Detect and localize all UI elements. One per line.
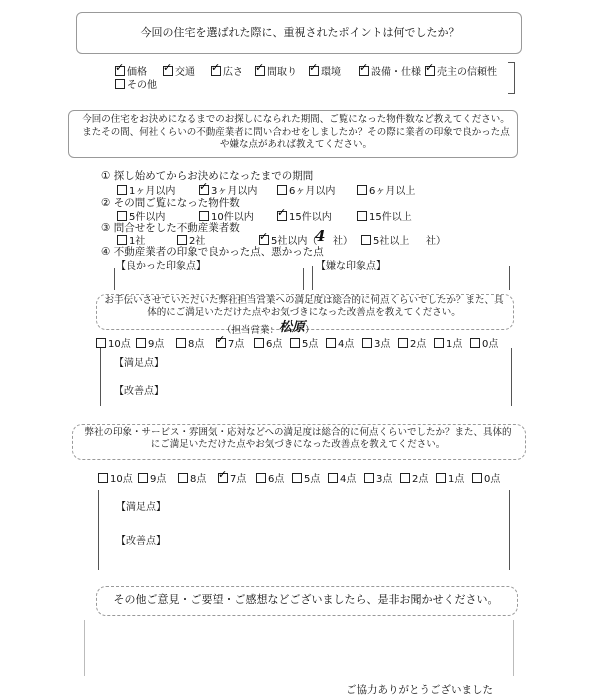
option-label: 広さ: [223, 67, 243, 78]
q4-score-4[interactable]: [328, 470, 356, 485]
q4-question: 弊社の印象・サービス・雰囲気・応対などへの満足度は総合的に何点くらいでしたか？また、具体的にご満足いただけた点やお気づきになった改善点を教えてください。: [84, 427, 512, 450]
option-label: 15件以上: [369, 212, 412, 223]
option-label: 3ヶ月以内: [211, 186, 258, 197]
option-label: 価格: [127, 67, 147, 78]
option-label: 15件以内: [289, 212, 332, 223]
q1-answer-bracket: [508, 62, 515, 94]
checkbox-icon[interactable]: [277, 211, 287, 221]
option-label: 1ヶ月以内: [129, 186, 176, 197]
checkbox-icon[interactable]: [434, 338, 444, 348]
q2-good-label: 【良かった印象点】: [116, 261, 206, 272]
score-label: 1点: [446, 339, 463, 350]
checkbox-icon[interactable]: [359, 66, 369, 76]
option-label: 売主の信頼性: [437, 67, 497, 78]
q1-option-seller-trust[interactable]: [425, 63, 497, 78]
checkbox-icon[interactable]: [292, 473, 302, 483]
score-label: 5点: [302, 339, 319, 350]
q1-option-layout[interactable]: [255, 63, 297, 78]
q4-score-9[interactable]: [138, 470, 166, 485]
score-label: 9点: [150, 474, 167, 485]
checkbox-icon[interactable]: [163, 66, 173, 76]
staff-prefix: （担当営業：: [222, 325, 280, 336]
score-label: 2点: [410, 339, 427, 350]
score-label: 10点: [108, 339, 131, 350]
q2-sub3-label: ③ 問合せをした不動産業者数: [101, 222, 240, 234]
staff-suffix: ）: [305, 325, 315, 336]
checkbox-icon[interactable]: [398, 338, 408, 348]
q1-option-size[interactable]: [211, 63, 243, 78]
option-label: 交通: [175, 67, 195, 78]
checkbox-icon[interactable]: [211, 66, 221, 76]
checkbox-icon[interactable]: [309, 66, 319, 76]
checkbox-icon[interactable]: [364, 473, 374, 483]
score-label: 6点: [266, 339, 283, 350]
q4-score-1[interactable]: [436, 470, 464, 485]
score-label: 7点: [228, 339, 245, 350]
checkbox-icon[interactable]: [400, 473, 410, 483]
q4-score-7[interactable]: [218, 470, 246, 485]
q2-sub4-label: ④ 不動産業者の印象で良かった点、悪かった点: [101, 246, 324, 258]
option-label: 6ヶ月以上: [369, 186, 416, 197]
option-label: 6ヶ月以内: [289, 186, 336, 197]
q2-bad-label: 【嫌な印象点】: [316, 261, 386, 272]
option-label: 環境: [321, 67, 341, 78]
score-label: 5点: [304, 474, 321, 485]
q1-option-transport[interactable]: [163, 63, 195, 78]
q1-option-equipment[interactable]: [359, 63, 421, 78]
q2-sub2-option-15[interactable]: [277, 208, 332, 223]
option-label: 5件以内: [129, 212, 166, 223]
staff-name-handwritten: 松原: [279, 320, 306, 335]
checkbox-icon[interactable]: [472, 473, 482, 483]
score-label: 1点: [448, 474, 465, 485]
option-label: 1社: [129, 236, 146, 247]
checkbox-icon[interactable]: [199, 185, 209, 195]
q2-sub1-options: [117, 182, 517, 197]
q2-intro: 今回の住宅をお決めになるまでのお探しになられた期間、ご覧になった物件数など教えてください。またその間、何社くらいの不動産業者に問い合わせをしましたか？その際に業者の印象で良かった点や嫌な点があれば教えてください。: [82, 114, 510, 150]
q4-score-6[interactable]: [256, 470, 284, 485]
checkbox-icon[interactable]: [218, 473, 228, 483]
score-label: 2点: [412, 474, 429, 485]
score-label: 8点: [190, 474, 207, 485]
q2-sub2-label: ② その間ご覧になった物件数: [101, 197, 240, 209]
q2-sub1-option-6months-plus[interactable]: [357, 182, 415, 197]
checkbox-icon[interactable]: [136, 338, 146, 348]
score-label: 7点: [230, 474, 247, 485]
score-label: 8点: [188, 339, 205, 350]
q2-sub3-unit2: 社）: [426, 236, 446, 247]
q1-option-environment[interactable]: [309, 63, 341, 78]
q2-good-bracket[interactable]: [114, 268, 304, 290]
checkbox-icon[interactable]: [254, 338, 264, 348]
checkbox-icon[interactable]: [115, 66, 125, 76]
q4-score-2[interactable]: [400, 470, 428, 485]
score-label: 6点: [268, 474, 285, 485]
q3-satisfied-label: 【満足点】: [114, 358, 164, 369]
option-label: 間取り: [267, 67, 297, 78]
q2-sub1-option-6months[interactable]: [277, 182, 335, 197]
option-label: 10件以内: [211, 212, 254, 223]
q4-scores: [98, 470, 538, 485]
q4-improve-label: 【改善点】: [116, 536, 166, 547]
q1-question: 今回の住宅を選ばれた際に、重視されたポイントは何でしたか？: [140, 26, 460, 39]
handwritten-company-count: 4: [315, 227, 326, 245]
checkbox-icon[interactable]: [357, 185, 367, 195]
checkbox-icon[interactable]: [277, 185, 287, 195]
checkbox-icon[interactable]: [216, 338, 226, 348]
checkbox-icon[interactable]: [138, 473, 148, 483]
option-label: 5社以上: [373, 236, 410, 247]
score-label: 3点: [376, 474, 393, 485]
checkbox-icon[interactable]: [436, 473, 446, 483]
q2-bad-bracket[interactable]: [312, 266, 510, 290]
score-label: 3点: [374, 339, 391, 350]
q1-options: [115, 63, 535, 89]
checkbox-icon[interactable]: [117, 185, 127, 195]
q2-sub1-label: ① 探し始めてからお決めになったまでの期間: [101, 170, 314, 182]
score-label: 0点: [482, 339, 499, 350]
q2-sub3-option-5-plus[interactable]: [361, 232, 409, 247]
checkbox-icon[interactable]: [256, 473, 266, 483]
checkbox-icon[interactable]: [178, 473, 188, 483]
option-label: 5社以内（: [271, 236, 318, 247]
q4-score-3[interactable]: [364, 470, 392, 485]
q4-score-0[interactable]: [472, 470, 500, 485]
q4-score-10[interactable]: [98, 470, 133, 485]
q1-option-other[interactable]: [115, 76, 157, 91]
score-label: 9点: [148, 339, 165, 350]
checkbox-icon[interactable]: [328, 473, 338, 483]
option-label: その他: [127, 80, 157, 91]
checkbox-icon[interactable]: [176, 338, 186, 348]
q3-scores: [96, 335, 536, 350]
score-label: 10点: [110, 474, 133, 485]
option-label: 設備・仕様: [371, 67, 421, 78]
q4-score-8[interactable]: [178, 470, 206, 485]
score-label: 0点: [484, 474, 501, 485]
q5-question: その他ご意見・ご要望・ご感想などございましたら、是非お聞かせください。: [113, 593, 499, 606]
checkbox-icon[interactable]: [470, 338, 480, 348]
checkbox-icon[interactable]: [362, 338, 372, 348]
q2-sub2-options: [117, 208, 517, 223]
checkbox-icon[interactable]: [96, 338, 106, 348]
score-label: 4点: [338, 339, 355, 350]
checkbox-icon[interactable]: [425, 66, 435, 76]
checkbox-icon[interactable]: [255, 66, 265, 76]
checkbox-icon[interactable]: [326, 338, 336, 348]
q2-sub3-unit: 社）: [333, 236, 353, 247]
q3-improve-label: 【改善点】: [114, 386, 164, 397]
checkbox-icon[interactable]: [98, 473, 108, 483]
checkbox-icon[interactable]: [357, 211, 367, 221]
q4-satisfied-label: 【満足点】: [116, 502, 166, 513]
checkbox-icon[interactable]: [290, 338, 300, 348]
q2-sub2-option-15-plus[interactable]: [357, 208, 412, 223]
q4-score-5[interactable]: [292, 470, 320, 485]
checkbox-icon[interactable]: [361, 235, 371, 245]
q3-question: お手伝いさせていただいた弊社担当営業への満足度は総合的に何点くらいでしたか？また、具体的にご満足いただけた点やお気づきになった改善点を教えてください。: [104, 295, 504, 318]
option-label: 2社: [189, 236, 206, 247]
q5-answer-bracket[interactable]: [84, 620, 514, 676]
checkbox-icon[interactable]: [115, 79, 125, 89]
footer-thanks: ご協力ありがとうございました: [346, 684, 493, 696]
score-label: 4点: [340, 474, 357, 485]
